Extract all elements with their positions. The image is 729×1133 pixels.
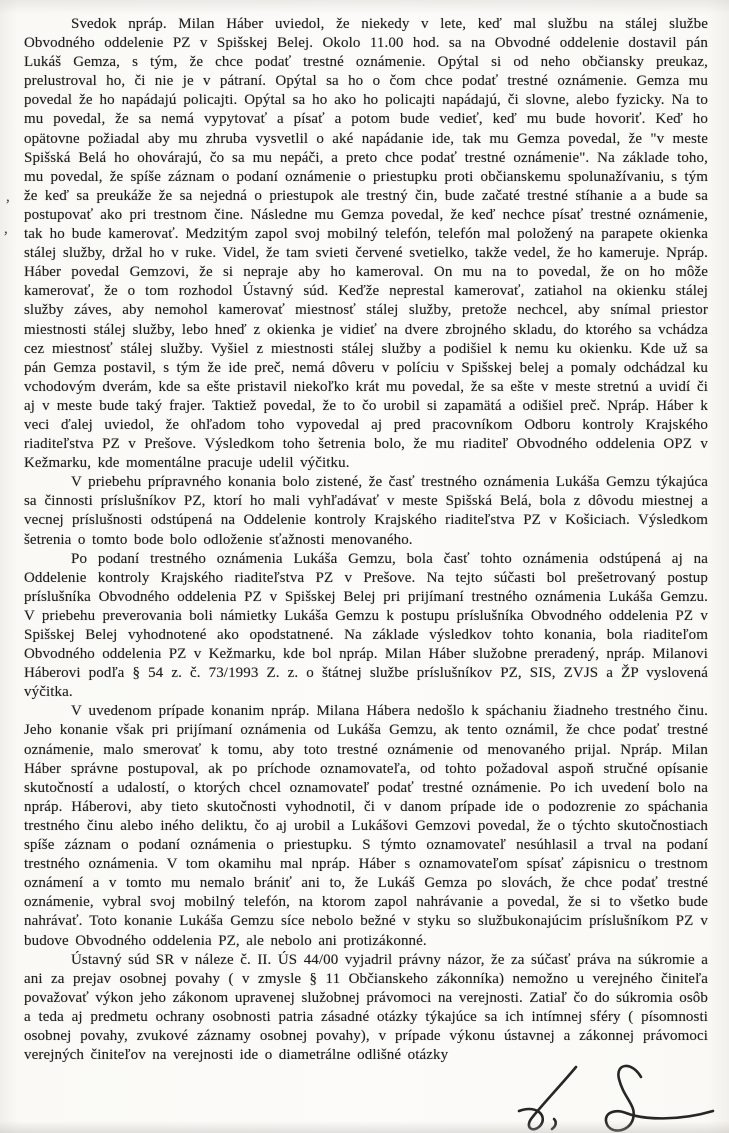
- document-text: [24, 15, 708, 1065]
- paragraph-pretrial-findings: V priebehu prípravného konania bolo zistené, že časť trestného oznámenia Lukáša Gemzu týkajúca sa činnosti príslušníkov PZ, ktorí ho mali vyhľadávať v meste Spišská Belá, bola z dôvodu miestnej a vecnej príslušnosti odstúpená na Oddelenie kontroly Krajského riaditeľstva PZ v Košiciach. Výsledkom šetrenia o tomto bode bolo odloženie sťažnosti menovaného.: [24, 474, 708, 548]
- scan-artifact: ,: [6, 189, 10, 205]
- paragraph-complaint-referral: Po podaní trestného oznámenia Lukáša Gemzu, bola časť tohto oznámenia odstúpená aj na Oddelenie kontroly Krajského riaditeľstva PZ v Prešove. Na tejto súčasti bol prešetrovaný postup príslušníka Obvodného oddelenia PZ v Spišskej Belej pri prijímaní trestného oznámenia Lukáša Gemzu. V priebehu preverovania boli námietky Lukáša Gemzu k postupu príslušníka Obvodného oddelenia PZ v Spišskej Belej vyhodnotené ako opodstatnené. Na základe výsledkov tohto konania, bola riaditeľom Obvodného oddelenia PZ v Kežmarku, kde bol npráp. Milan Háber služobne preradený, npráp. Milanovi Háberovi podľa § 54 z. č. 73/1993 Z. z. o štátnej službe príslušníkov PZ, SIS, ZVJS a ŽP vyslovená výčitka.: [24, 550, 708, 701]
- scan-artifact: ,: [4, 221, 8, 237]
- handwritten-signature-icon: [455, 1058, 720, 1133]
- paragraph-constitutional-court-opinion: Ústavný súd SR v náleze č. II. ÚS 44/00 vyjadril právny názor, že za súčasť práva na súkromie a ani za prejav osobnej povahy ( v zmysle § 11 Občianskeho zákonníka) nemožno u verejného činiteľa považovať výkon jeho zákonom upravenej služobnej právomoci na verejnosti. Zatiaľ čo do súkromia osôb a teda aj predmetu ochrany osobnosti patria zásadné otázky týkajúce sa ich intímnej sféry ( písomnosti osobnej povahy, zvukové záznamy osobnej povahy), v prípade výkonu ústavnej a zákonnej právomoci verejných činiteľov na verejnosti ide o diametrálne odlišné otázky: [24, 951, 708, 1064]
- paragraph-legal-assessment: V uvedenom prípade konanim npráp. Milana Hábera nedošlo k spáchaniu žiadneho trestného činu. Jeho konanie však pri prijímaní oznámenia od Lukáša Gemzu, ak tento oznámil, že chce podať trestné oznámenie, malo smerovať k tomu, aby toto trestné oznámenie od menovaného prijal. Npráp. Milan Háber správne postupoval, ak po príchode oznamovateľa, od tohto požadoval aspoň stručné opísanie skutočností a udalostí, o ktorých chcel oznamovateľ podať trestné oznámenie. Po ich uvedení bolo na npráp. Háberovi, aby tieto skutočnosti vyhodnotil, či v danom prípade ide o podozrenie zo spáchania trestného činu alebo iného deliktu, čo aj urobil a Lukášovi Gemzovi povedal, že o týchto skutočnostiach spíše záznam o podaní oznámenia o priestupku. S týmto oznamovateľ nesúhlasil a trval na podaní trestného oznámenia. V tom okamihu mal npráp. Háber s oznamovateľom spísať zápisnicu o trestnom oznámení a v tomto mu nemalo brániť ani to, že Lukáš Gemza po slovách, že chce podať trestné oznámenie, vybral svoj mobilný telefón, na ktorom zapol nahrávanie a povedal, že si to všetko bude nahrávať. Toto konanie Lukáša Gemzu síce nebolo bežné v styku so službukonajúcim príslušníkom PZ v budove Obvodného oddelenia PZ, ale nebolo ani protizákonné.: [24, 703, 708, 949]
- paragraph-witness-statement: Svedok npráp. Milan Háber uviedol, že niekedy v lete, keď mal službu na stálej službe Obvodného oddelenie PZ v Spišskej Belej. Okolo 11.00 hod. sa na Obvodné oddelenie dostavil pán Lukáš Gemza, s tým, že chce podať trestné oznámenie. Opýtal si od neho občiansky preukaz, prelustroval ho, či nie je v pátraní. Opýtal sa ho o čom chce podať trestné oznámenie. Gemza mu povedal že ho napádajú policajti. Opýtal sa ho ako ho policajti napádajú, či slovne, alebo fyzicky. Na to mu povedal, že sa nemá vypytovať a písať a potom bude vedieť, keď mu bude hovoriť. Keď ho opätovne požiadal aby mu zhruba vysvetlil o aké napádanie ide, tak mu Gemza povedal, že "v meste Spišská Belá ho ohovárajú, čo sa mu nepáči, a preto chce podať trestné oznámenie". Na základe toho, mu povedal, že spíše záznam o podaní oznámenie o priestupku proti občianskemu spolunažívaniu, s tým že keď sa preukáže že sa nejedná o priestupok ale trestný čin, bude začaté trestné stíhanie a a bude sa postupovať ako pri trestnom čine. Následne mu Gemza povedal, že keď nechce písať trestné oznámenie, tak ho bude kamerovať. Medzitým zapol svoj mobilný telefón, telefón mal položený na parapete okienka stálej služby, držal ho v ruke. Videl, že tam svieti červené svetielko, takže vedel, že ho kameruje. Npráp. Háber povedal Gemzovi, že si nepraje aby ho kameroval. On mu na to povedal, že on ho môže kamerovať, že o tom rozhodol Ústavný súd. Keďže neprestal kamerovať, zatiahol na okienku stálej služby záves, aby nemohol kamerovať miestnosť stálej služby, pretože nechcel, aby snímal priestor miestnosti stálej služby, lebo hneď z okienka je vidieť na dvere zbrojného skladu, do ktorého sa vchádza cez miestnosť stálej služby. Vyšiel z miestnosti stálej služby a podišiel k nemu ku okienku. Kde už sa pán Gemza postavil, s tým že ide preč, nemá dôveru v políciu v Spišskej belej a pomaly odchádzal ku vchodovým dverám, kde sa ešte pristavil niekoľko krát mu povedal, že sa ešte v meste stretnú a uvidí či aj v meste bude taký frajer. Taktiež povedal, že to čo urobil si zapamätá a odišiel preč. Npráp. Háber k veci ďalej uviedol, že ohľadom toho vypovedal aj pred pracovníkom Odboru kontroly Krajského riaditeľstva PZ v Prešove. Výsledkom toho šetrenia bolo, že mu riaditeľ Obvodného oddelenia OPZ v Kežmarku, kde momentálne pracuje udelil výčitku.: [24, 16, 708, 472]
